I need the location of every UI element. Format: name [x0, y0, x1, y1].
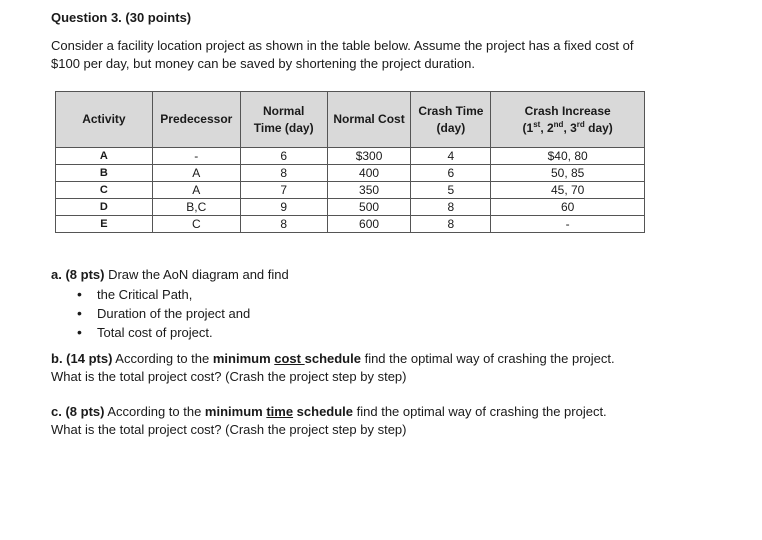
table-row	[56, 199, 645, 216]
part-a	[51, 266, 289, 342]
part-c-line2: What is the total project cost? (Crash the project step by step)	[51, 422, 407, 437]
cell-activity: E	[56, 216, 153, 233]
header-predecessor: Predecessor	[152, 92, 240, 148]
question-title: Question 3. (30 points)	[51, 10, 192, 25]
question-intro: Consider a facility location project as shown in the table below. Assume the project has a fixed cost of $100 per day, but money can be saved by shortening the project duration.	[51, 38, 634, 71]
cell-crash-time: 4	[411, 148, 491, 165]
cell-normal-time: 7	[240, 182, 327, 199]
list-item: • Total cost of project.	[81, 323, 289, 342]
part-b: b. (14 pts) According to the minimum cost schedule find the optimal way of crashing the project. What is the total project cost? (Crash the project step by step)	[51, 351, 615, 384]
table-row	[56, 216, 645, 233]
cell-crash-time: 8	[411, 216, 491, 233]
header-crash-increase: Crash Increase (1st, 2nd, 3rd day)	[491, 92, 645, 148]
cell-predecessor: A	[152, 165, 240, 182]
cell-crash-time: 6	[411, 165, 491, 182]
part-a-label: a. (8 pts)	[51, 267, 105, 282]
cell-normal-time: 9	[240, 199, 327, 216]
cell-crash-increase: 50, 85	[491, 165, 645, 182]
cell-crash-time: 8	[411, 199, 491, 216]
cell-crash-time: 5	[411, 182, 491, 199]
cell-crash-increase: $40, 80	[491, 148, 645, 165]
activity-table	[55, 91, 645, 233]
part-c: c. (8 pts) According to the minimum time schedule find the optimal way of crashing the project. What is the total project cost? (Crash the project step by step)	[51, 404, 607, 437]
cell-normal-cost: 600	[327, 216, 411, 233]
header-crash-time: Crash Time (day)	[411, 92, 491, 148]
list-item: • Duration of the project and	[81, 304, 289, 323]
cell-activity: C	[56, 182, 153, 199]
cell-predecessor: C	[152, 216, 240, 233]
part-a-text: Draw the AoN diagram and find	[104, 267, 289, 282]
header-normal-time: Normal Time (day)	[240, 92, 327, 148]
cell-normal-cost: 350	[327, 182, 411, 199]
table-header-row	[56, 92, 645, 148]
cell-activity: B	[56, 165, 153, 182]
list-item: • the Critical Path,	[81, 285, 289, 304]
cell-crash-increase: -	[491, 216, 645, 233]
part-b-line2: What is the total project cost? (Crash the project step by step)	[51, 369, 407, 384]
cell-activity: D	[56, 199, 153, 216]
cell-normal-time: 8	[240, 216, 327, 233]
cell-normal-cost: $300	[327, 148, 411, 165]
header-normal-cost: Normal Cost	[327, 92, 411, 148]
part-c-label: c. (8 pts)	[51, 404, 105, 419]
cell-normal-time: 6	[240, 148, 327, 165]
part-a-bullets	[81, 285, 289, 342]
cell-normal-cost: 400	[327, 165, 411, 182]
emphasis-cost: cost	[274, 351, 305, 366]
table-row	[56, 165, 645, 182]
question-page	[51, 8, 751, 437]
cell-predecessor: A	[152, 182, 240, 199]
table-row	[56, 148, 645, 165]
cell-predecessor: B,C	[152, 199, 240, 216]
cell-crash-increase: 45, 70	[491, 182, 645, 199]
header-activity: Activity	[56, 92, 153, 148]
emphasis-time: time	[266, 404, 294, 419]
cell-crash-increase: 60	[491, 199, 645, 216]
cell-normal-cost: 500	[327, 199, 411, 216]
part-b-label: b. (14 pts)	[51, 351, 113, 366]
cell-normal-time: 8	[240, 165, 327, 182]
cell-predecessor: -	[152, 148, 240, 165]
cell-activity: A	[56, 148, 153, 165]
table-row	[56, 182, 645, 199]
